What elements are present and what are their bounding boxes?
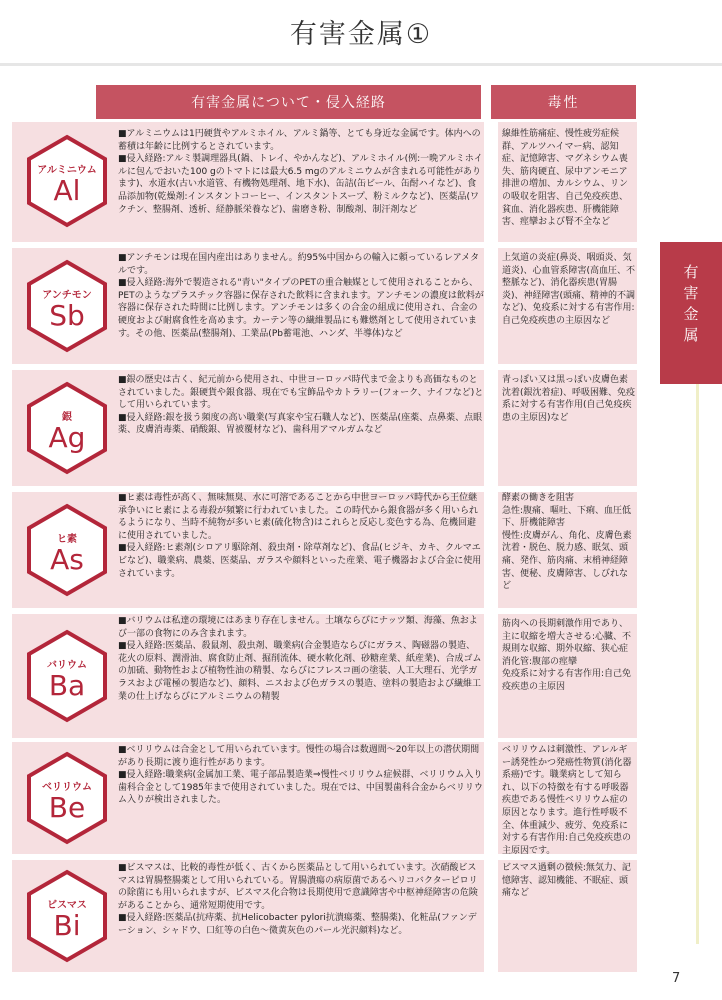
row-left-cell	[12, 860, 484, 972]
metal-row-ba	[12, 614, 637, 738]
toxicity-text: 青っぽい又は黒っぽい皮膚色素沈着(銀沈着症)、呼吸困難、免疫系に対する有害作用(自己免疫疾患の主原因)など	[502, 375, 636, 423]
metal-description: ■アンチモンは現在国内産出はありません。約95%中国からの輸入に頼っているレアメタルです。 ■侵入経路:海外で製造される"青い"タイプのPETの重合触媒として使用されることから、PETのようなプラスチック容器に保存された飲料に含まれます。アンチモンの濃度は飲料が容器に保存された時間に比例します。アンチモンは多くの合金の組成に使用され、合金の硬度および耐腐食性を高めます。カーテン等の繊維製品にも難燃剤として使用されています。その他、医薬品(整腸剤)、工業品(Pb蓄電池、ハンダ、半導体)など	[118, 253, 484, 339]
toxicity-text: ビスマス過剰の徴候:無気力、記憶障害、認知機能、不眠症、頭痛など	[502, 863, 631, 899]
metal-description: ■ベリリウムは合金として用いられています。慢性の場合は数週間〜20年以上の潜伏期間があり長期に渡り進行性があります。 ■侵入経路:職業病(金属加工業、電子部品製造業⇒慢性ベリリウム症候群、ベリリウム入り歯科合金として1985年まで使用されていました。現在では、中国製歯科合金からベリリウム入りが検出されました。	[118, 745, 483, 806]
metal-description: ■ビスマスは、比較的毒性が低く、古くから医薬品として用いられています。次硝酸ビスマスは胃腸整腸薬として用いられている。胃腸潰瘍の病原菌であるヘリコバクターピロリの除菌にも用いられますが、ビスマス化合物は長期使用で意識障害や中枢神経障害の危険があることから、通常短期使用です。 ■侵入経路:医薬品(抗痔薬、抗Helicobacter pylori抗潰瘍薬、整腸薬)、化粧品(ファンデーション、シャドウ、口紅等の白色〜微黄灰色のパール光沢顔料)など。	[118, 863, 478, 936]
hexagon-badge-as	[26, 503, 108, 597]
column-divider	[484, 614, 491, 738]
metal-description: ■銀の歴史は古く、紀元前から使用され、中世ヨーロッパ時代まで金よりも高価なものとされていました。銀硬貨や銀食器、現在でも宝飾品やカトラリー(フォーク、ナイフなど)として用いられています。 ■侵入経路:銀を扱う頻度の高い職業(写真家や宝石職人など)、医薬品(座薬、点鼻薬、点眼薬、皮膚消毒薬、硝酸銀、胃被覆材など)、歯科用アマルガムなど	[118, 375, 484, 436]
side-tab-label: 有害金属	[683, 263, 699, 344]
metal-row-ag	[12, 370, 637, 486]
header-left: 有害金属について・侵入経路	[96, 85, 481, 119]
metal-name: 銀	[62, 412, 72, 423]
metal-symbol: Ag	[48, 421, 86, 454]
toxicity-text: 線維性筋痛症、慢性疲労症候群、アルツハイマー病、認知症、記憶障害、マグネシウム喪失、筋肉硬直、尿中アンモニア排泄の増加、カルシウム、リンの吸収を阻害、自己免疫疾患、貧血、消化器疾患、肝機能障害、痙攣および腎不全など	[502, 129, 629, 228]
toxicity-text: 筋肉への長期刺激作用であり、主に収縮を増大させる:心臓、不規則な収縮、期外収縮、狭心症 消化管:腹部の痙攣 免疫系に対する有害作用:自己免疫疾患の主原因	[502, 619, 632, 692]
metal-symbol: Be	[48, 791, 86, 824]
metal-row-bi	[12, 860, 637, 972]
row-left-cell	[12, 492, 484, 608]
side-section-tab	[660, 242, 722, 384]
row-left-cell	[12, 122, 484, 242]
toxicity-text: ベリリウムは刺激性、アレルギー誘発性かつ発癌性物質(消化器系癌)です。職業病として知られ、以下の特徴を有する呼吸器疾患である慢性ベリリウム症の原因となります。進行性呼吸不全、体重減少、疲労、免疫系に対する有害作用:自己免疫疾患の主原因です。	[502, 745, 632, 856]
metal-symbol: As	[50, 543, 84, 576]
row-right-cell	[491, 248, 637, 364]
metal-description: ■アルミニウムは1円硬貨やアルミホイル、アルミ鍋等、とても身近な金属です。体内への蓄積は年齢に比例するとされています。 ■侵入経路:アルミ製調理器具(鍋、トレイ、やかんなど)、アルミホイル(例:一晩アルミホイルに包んでおいた100 gのトマトには最大6.5 mgのアルミニウムが含まれる可能性があります)、水道水(古い水道管、有機物処理剤、地下水)、缶詰(缶ビール、缶酎ハイなど)、食品添加物(乾燥剤:インスタントコーヒー、インスタントスープ、粉ミルクなど)、医薬品(ワクチン、整腸剤、透析、経静脈栄養など)、歯磨き粉、制酸剤、制汗剤など	[118, 129, 483, 215]
page-title: 有害金属①	[289, 19, 433, 50]
hexagon-badge-bi	[26, 869, 108, 963]
metal-row-as	[12, 492, 637, 608]
toxicity-text: 上気道の炎症(鼻炎、咽頭炎、気道炎)、心血管系障害(高血圧、不整脈など)、消化器疾患(胃腸炎)、神経障害(頭痛、精神的不調など)、免疫系に対する有害作用:自己免疫疾患の主原因など	[502, 253, 636, 326]
header-toxicity: 毒性	[491, 85, 636, 119]
row-right-cell	[491, 122, 637, 242]
metal-symbol: Ba	[48, 669, 86, 702]
row-right-cell	[491, 492, 637, 608]
metal-name: ビスマス	[47, 900, 87, 911]
column-divider	[484, 370, 491, 486]
metal-symbol: Bi	[53, 909, 81, 942]
title-divider	[0, 63, 722, 66]
metal-name: アンチモン	[42, 290, 92, 301]
page-number: 7	[672, 971, 681, 986]
side-accent-line	[696, 384, 699, 944]
metal-row-al	[12, 122, 637, 242]
metal-row-be	[12, 742, 637, 854]
hexagon-badge-ag	[26, 381, 108, 475]
metal-description: ■ヒ素は毒性が高く、無味無臭、水に可溶であることから中世ヨーロッパ時代から王位継承争いにヒ素による毒殺が頻繁に行われていました。この時代から銀食器が多く用いられるようになり、当時不純物が多いヒ素(硫化物含)はこれらと反応し変色する為、危機回避に使用されていました。 ■侵入経路:ヒ素剤(シロアリ駆除剤、殺虫剤・除草剤など)、食品(ヒジキ、カキ、クルマエビなど)、職業病、農薬、医薬品、ガラスや顔料といった産業、電子機器および合金に使用されています。	[118, 493, 482, 579]
metal-symbol: Sb	[49, 299, 85, 332]
row-left-cell	[12, 614, 484, 738]
toxicity-text: 酵素の働きを阻害 急性:腹痛、嘔吐、下痢、血圧低下、肝機能障害 慢性:皮膚がん、角化、皮膚色素沈着・脱色、脱力感、眠気、頭痛、発作、筋肉痛、末梢神経障害、便秘、皮膚障害、しびれなど	[502, 493, 632, 592]
row-left-cell	[12, 742, 484, 854]
metal-symbol: Al	[53, 174, 81, 207]
metal-description: ■バリウムは私達の環境にはあまり存在しません。土壌ならびにナッツ類、海藻、魚および一部の食物にのみ含まれます。 ■侵入経路:医薬品、殺鼠剤、殺虫剤、職業病(合金製造ならびにガラス、陶磁器の製造、花火の原料、潤滑油、腐食防止剤、掘削流体、硬水軟化剤、砂糖産業、紙産業)、合成ゴムの加硫、動物性および植物性油の精製、ならびにフレスコ画の塗装、人工大理石、光学ガラスおよび電極の製造など)、顔料、ニスおよび色ガラスの製造、塗料の製造および繊維工業の仕上げならびにアルミニウムの精製	[118, 616, 482, 702]
metal-name: バリウム	[47, 660, 87, 671]
row-left-cell	[12, 248, 484, 364]
hexagon-badge-be	[26, 751, 108, 845]
hexagon-badge-ba	[26, 629, 108, 723]
column-divider	[484, 492, 491, 608]
column-divider	[484, 122, 491, 242]
metal-name: ヒ素	[57, 534, 77, 545]
metal-row-sb	[12, 248, 637, 364]
column-divider	[484, 742, 491, 854]
row-right-cell	[491, 860, 637, 972]
row-right-cell	[491, 370, 637, 486]
hexagon-badge-al	[26, 134, 108, 228]
column-divider	[484, 248, 491, 364]
hexagon-badge-sb	[26, 259, 108, 353]
row-right-cell	[491, 742, 637, 854]
row-right-cell	[491, 614, 637, 738]
metal-name: ベリリウム	[42, 782, 92, 793]
row-left-cell	[12, 370, 484, 486]
column-divider	[484, 860, 491, 972]
metal-name: アルミニウム	[37, 165, 97, 176]
